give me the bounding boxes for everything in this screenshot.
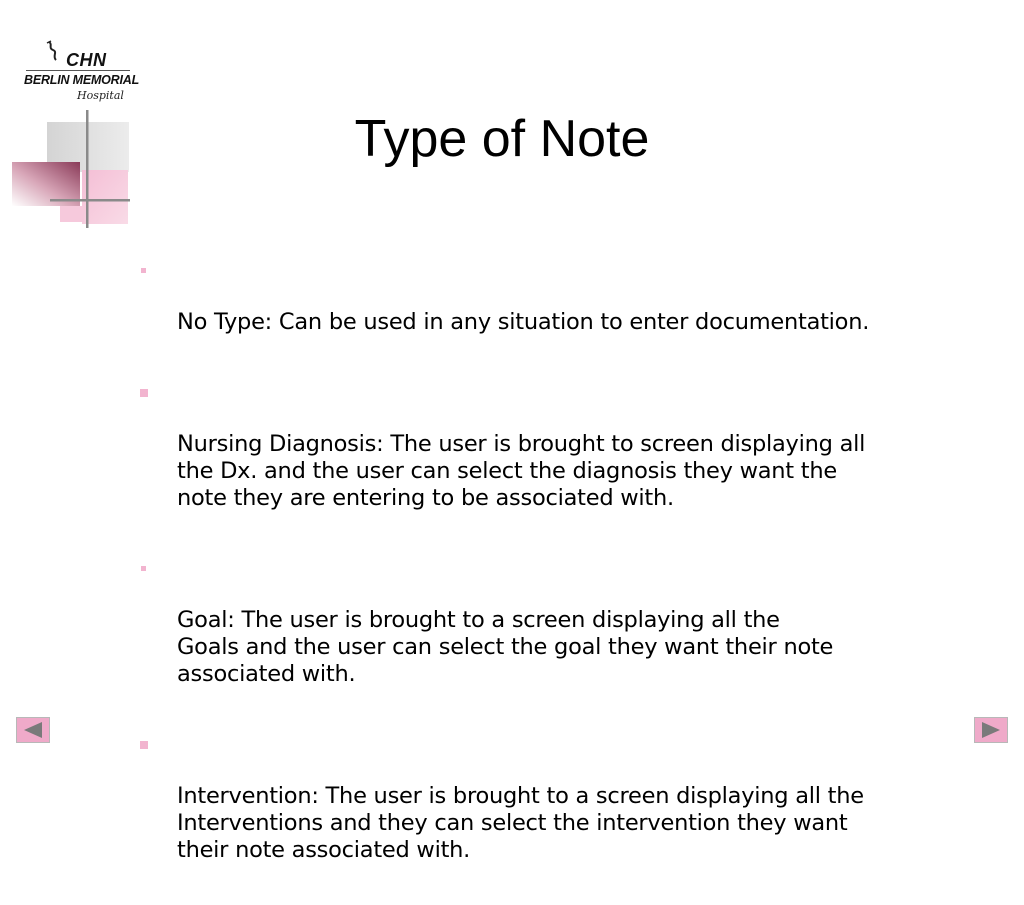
bullet-text: Goal: The user is brought to a screen displaying all the Goals and the user can select the goal they want their note associated with. xyxy=(177,607,834,687)
logo-divider xyxy=(26,70,130,71)
triangle-right-icon xyxy=(975,718,1007,742)
bullet-nursing-diagnosis xyxy=(135,377,1005,512)
caduceus-icon xyxy=(44,40,64,62)
bullet-no-type xyxy=(135,255,1005,336)
bullet-goal xyxy=(135,553,1005,688)
bullet-text: Intervention: The user is brought to a screen displaying all the Interventions and they can select the intervention they want their note associated with. xyxy=(177,783,864,863)
bullet-list xyxy=(135,255,1005,905)
pink-square xyxy=(82,170,128,224)
slide-title: Type of Note xyxy=(354,110,650,168)
previous-slide-button[interactable] xyxy=(16,717,50,743)
square-bullet-icon xyxy=(141,268,146,273)
next-slide-button[interactable] xyxy=(974,717,1008,743)
logo-hospital-name: BERLIN MEMORIAL xyxy=(24,73,140,87)
triangle-left-icon xyxy=(17,718,49,742)
square-bullet-icon xyxy=(140,741,148,749)
horizontal-line xyxy=(50,199,130,202)
small-pink-square xyxy=(60,206,84,222)
bullet-text: No Type: Can be used in any situation to enter documentation. xyxy=(177,309,870,335)
square-bullet-icon xyxy=(140,389,148,397)
bullet-intervention xyxy=(135,729,1005,864)
square-bullet-icon xyxy=(141,566,146,571)
bullet-text: Nursing Diagnosis: The user is brought to screen displaying all the Dx. and the user can select the diagnosis they want the note they are entering to be associated with. xyxy=(177,431,866,511)
hospital-logo xyxy=(22,40,140,108)
logo-abbreviation: CHN xyxy=(66,50,107,70)
logo-subtitle: Hospital xyxy=(77,89,124,102)
